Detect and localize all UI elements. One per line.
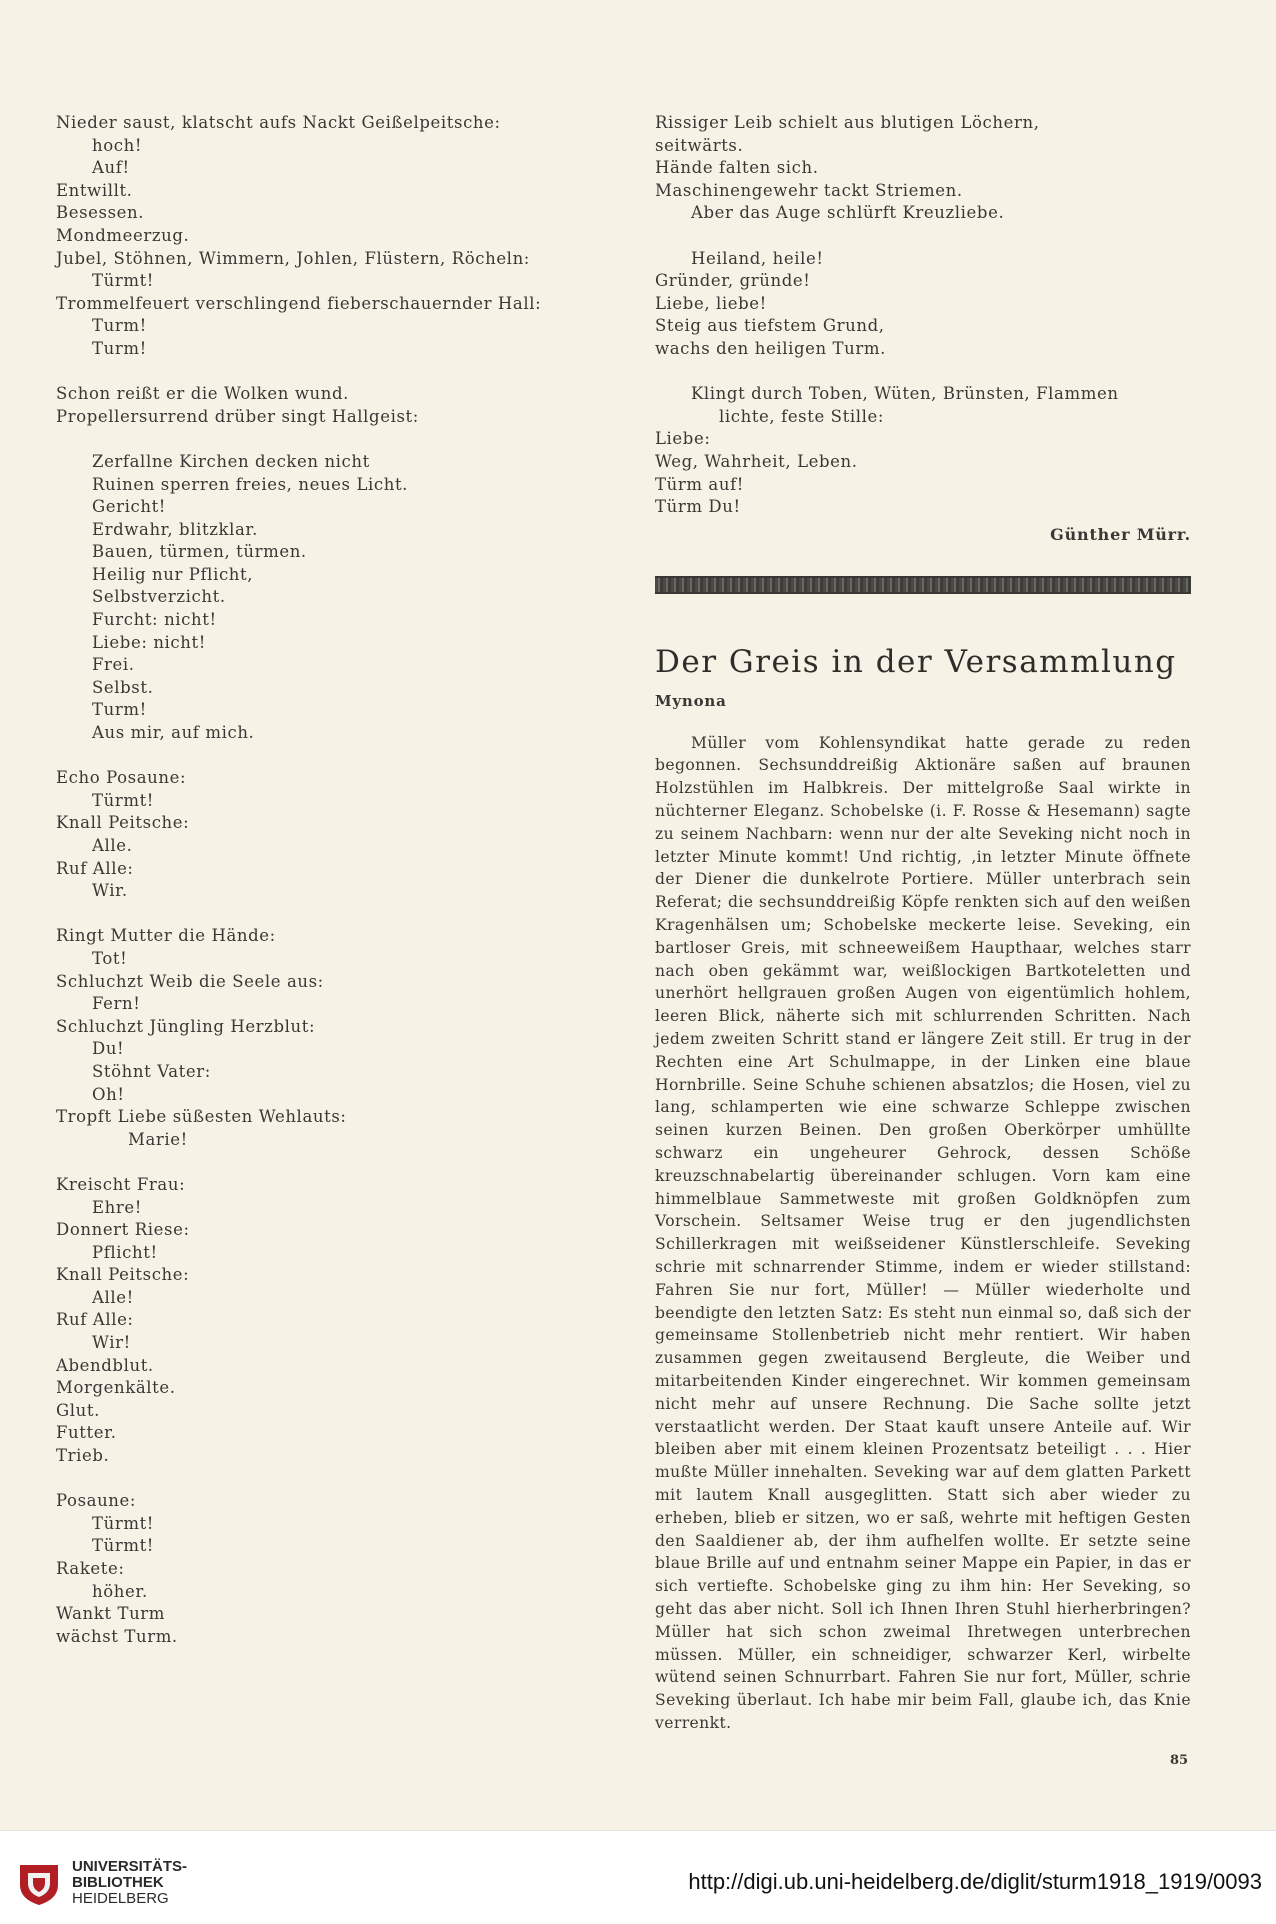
poem-line [655,225,1191,248]
poem-line: Propellersurrend drüber singt Hallgeist: [56,406,419,426]
poem-line: Ruf Alle: [56,858,134,878]
poem-line: Rissiger Leib schielt aus blutigen Löchern, [655,113,1040,132]
poem-line: Jubel, Stöhnen, Wimmern, Johlen, Flüstern, Röcheln: [56,248,530,268]
poem-line: höher. [92,1581,148,1601]
poem-line: Wir! [92,1333,131,1353]
poem-line: Oh! [92,1084,125,1104]
poem-line: Echo Posaune: [56,768,187,788]
poem-line: Fern! [92,994,141,1014]
poem-line [56,428,616,451]
poem-line: Kreischt Frau: [56,1174,186,1194]
library-line-3: HEIDELBERG [72,1890,169,1907]
poem-line: Türm auf! [655,474,745,494]
poem-line: Alle. [92,836,133,855]
poem-line: Trommelfeuert verschlingend fieberschauernder Hall: [56,293,542,313]
story-text: Müller vom Kohlensyndikat hatte gerade zu reden begonnen. Sechsunddreißig Aktionäre saßen auf braunen Holzstühlen im Halbkreis. Der mittelgroße Saal wirkte in nüchterner Eleganz. Schobelske (i. F. Rosse & Hesemann) sagte zu seinem Nachbarn: wenn nur der alte Seveking nicht noch in letzter Minute kommt! Und richtig, ‚in letzter Minute öffnete der Diener die dunkelrote Portiere. Müller unterbrach sein Referat; die sechsunddreißig Köpfe renkten sich auf den weißen Kragenhälsen um; Schobelske meckerte leise. Seveking, ein bartloser Greis, mit schneeweißem Haupthaar, welches starr nach oben gekämmt war, weißlockigen Bartkoteletten und unerhört hellgrauen großen Augen von eigentümlich hohlem, leeren Blick, näherte sich mit schlurrenden Schritten. Nach jedem zweiten Schritt stand er längere Zeit still. Er trug in der Rechten eine Art Schulmappe, in der Linken eine blaue Hornbrille. Seine Schuhe schienen absatzlos; die Hosen, viel zu lang, schlamperten wie eine schwarze Schleppe zwischen seinen kurzen Beinen. Den großen Oberkörper umhüllte schwarz ein ungeheurer Gehrock, dessen Schöße kreuzschnabelartig übereinander schlugen. Vorn kam eine himmelblaue Sammetweste mit großen Goldknöpfen zum Vorschein. Seltsamer Weise trug er den jugendlichsten Schillerkragen mit weißseidener Künstlerschleife. Seveking schrie mit schnarrender Stimme, indem er wieder stillstand: Fahren Sie nur fort, Müller! — Müller wiederholte und beendigte den letzten Satz: Es steht nun einmal so, daß sich der gemeinsame Stollenbetrieb nicht mehr rentiert. Wir haben zusammen gegen zweitausend Bergleute, die Weiber und mitarbeitenden Kinder eingerechnet. Wir kommen gemeinsam nicht mehr auf unsere Rechnung. Die Sache sollte jetzt verstaatlicht werden. Der Staat kauft unsere Anteile auf. Wir bleiben aber mit einem kleinen Prozentsatz beteiligt . . . Hier mußte Müller innehalten. Seveking war auf dem glatten Parkett mit lautem Knall ausgeglitten. Statt sich aber wieder zu erheben, blieb er sitzen, wo er saß, wehrte mit heftigen Gesten den Saaldiener ab, der ihm aufhelfen wollte. Er setzte seine blaue Brille auf und entnahm seiner Mappe ein Papier, in das er sich vertiefte. Schobelske ging zu ihm hin: Her Seveking, so geht das aber nicht. Soll ich Ihnen Ihren Stuhl hierherbringen? Müller hat sich schon zweimal Ihretwegen unterbrechen müssen. Müller, ein schneidiger, schwarzer Kerl, wirbelte wütend seinen Schnurrbart. Fahren Sie nur fort, Müller, schrie Seveking überlaut. Ich habe mir beim Fall, glaube ich, das Knie verrenkt. [655,733,1191,1732]
source-url[interactable]: http://digi.ub.uni-heidelberg.de/diglit/sturm1918_1919/0093 [688,1869,1262,1894]
poem-line: Gericht! [92,497,167,517]
poem-line: Abendblut. [56,1355,154,1375]
right-column [655,112,1191,1735]
poem-line: Ringt Mutter die Hände: [56,926,276,946]
poem-line [56,1468,616,1491]
poem-line: hoch! [92,135,143,155]
poem-line: Du! [92,1039,125,1059]
footer-bar [0,1830,1276,1924]
poem-line [655,361,1191,384]
poem-line: Rakete: [56,1559,125,1578]
poem-line: Pflicht! [92,1242,158,1262]
poem-line: Heiland, heile! [691,248,824,268]
library-name [72,1859,187,1907]
poem-line: Posaune: [56,1491,137,1511]
poem-line: Morgenkälte. [56,1378,176,1398]
page-number: 85 [1170,1753,1189,1768]
poem-line [56,1151,616,1174]
story-title: Der Greis in der Versammlung [655,643,1177,680]
poem-line: Wir. [92,881,128,901]
poem-line: Futter. [56,1423,117,1443]
poem-author: Günther Mürr. [1050,524,1191,544]
poem-line: Turm! [92,338,147,358]
poem-line: Hände falten sich. [655,158,819,178]
poem-line: Schon reißt er die Wolken wund. [56,384,350,404]
poem-line: Nieder saust, klatscht aufs Nackt Geißelpeitsche: [56,113,501,132]
poem-line: Marie! [128,1129,188,1149]
poem-line: Erdwahr, blitzklar. [92,519,258,539]
poem-line: Stöhnt Vater: [92,1061,211,1081]
poem-line [56,903,616,926]
poem-line: wachs den heiligen Turm. [655,338,886,358]
library-line-1: UNIVERSITÄTS- [72,1858,188,1875]
poem-line: Zerfallne Kirchen decken nicht [92,451,370,471]
section-divider [655,576,1191,594]
poem-line: Heilig nur Pflicht, [92,564,254,584]
poem-line: Frei. [92,655,135,675]
poem-line: Knall Peitsche: [56,1265,190,1285]
poem-line: Aber das Auge schlürft Kreuzliebe. [691,203,1005,223]
poem-line: Turm! [92,700,147,720]
poem-line: Türm Du! [655,497,741,517]
poem-left-column [56,112,616,1648]
poem-line: lichte, feste Stille: [719,406,884,426]
poem-line: Ehre! [92,1197,142,1217]
library-line-2: BIBLIOTHEK [72,1874,164,1891]
poem-line: Selbstverzicht. [92,587,226,607]
poem-line: Schluchzt Weib die Seele aus: [56,971,324,991]
poem-line: Türmt! [92,271,155,291]
poem-line: Steig aus tiefstem Grund, [655,316,885,336]
poem-line: Besessen. [56,203,145,223]
poem-line: Knall Peitsche: [56,813,190,833]
poem-line: Auf! [92,158,130,178]
poem-line: Bauen, türmen, türmen. [92,542,307,562]
poem-line: Liebe: [655,429,711,449]
poem-line: Ruf Alle: [56,1310,134,1330]
poem-line: Schluchzt Jüngling Herzblut: [56,1016,316,1036]
poem-line: Glut. [56,1400,100,1420]
university-seal-icon [16,1861,62,1907]
poem-line: Türmt! [92,1536,155,1556]
poem-line: Türmt! [92,790,155,810]
poem-right-column [655,112,1191,519]
poem-line: Klingt durch Toben, Wüten, Brünsten, Flammen [691,384,1119,404]
poem-line: Tot! [92,948,128,968]
poem-line: Alle! [92,1287,134,1307]
poem-line: Tropft Liebe süßesten Wehlauts: [56,1107,347,1127]
poem-line: Trieb. [56,1446,110,1466]
poem-line: Wankt Turm [56,1604,166,1624]
poem-line: Maschinengewehr tackt Striemen. [655,180,963,200]
poem-line: Liebe, liebe! [655,293,767,313]
poem-line: Liebe: nicht! [92,632,206,652]
poem-line [56,361,616,384]
poem-line: seitwärts. [655,135,744,155]
poem-line: Ruinen sperren freies, neues Licht. [92,474,409,494]
poem-line: Donnert Riese: [56,1220,190,1240]
poem-line: wächst Turm. [56,1626,178,1646]
poem-line: Turm! [92,316,147,336]
poem-line: Entwillt. [56,180,133,200]
poem-line [56,745,616,768]
story-author: Mynona [655,691,727,710]
poem-line: Türmt! [92,1513,155,1533]
poem-line: Mondmeerzug. [56,225,190,245]
poem-line: Weg, Wahrheit, Leben. [655,451,858,471]
poem-line: Selbst. [92,677,154,697]
poem-line: Gründer, gründe! [655,271,811,291]
poem-line: Aus mir, auf mich. [92,723,255,743]
poem-line: Furcht: nicht! [92,610,217,630]
